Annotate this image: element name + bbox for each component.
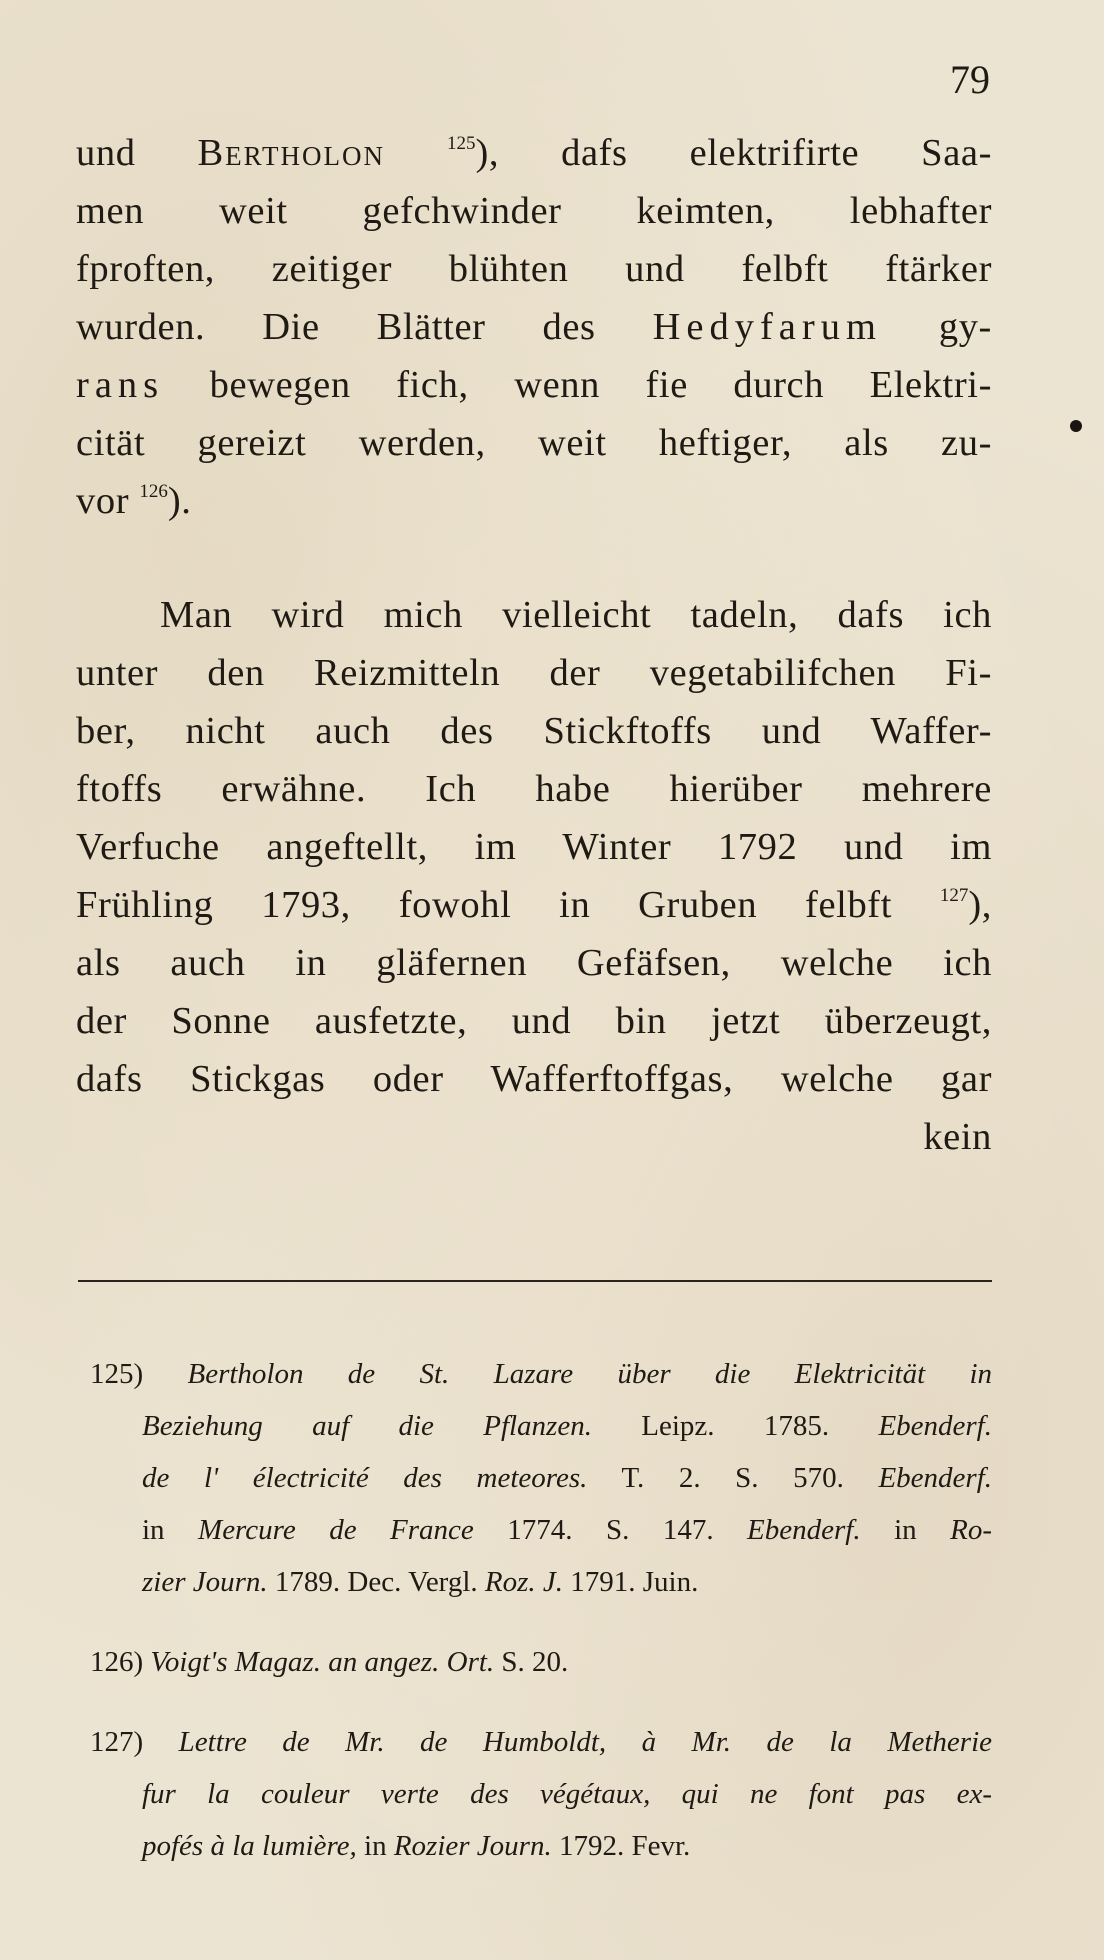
text-run: bewegen fich, wenn fie durch Elektri- (164, 364, 992, 406)
text-line: Man wird mich vielleicht tadeln, dafs ich (160, 594, 992, 636)
text-run: in (142, 1514, 199, 1546)
catchword: kein (923, 1116, 992, 1158)
text-run: Rozier Journ. (393, 1830, 552, 1862)
text-run: Roz. J. (484, 1566, 563, 1598)
text-line: cität gereizt werden, weit heftiger, als zu- (76, 422, 992, 464)
footnote-line (90, 1556, 992, 1608)
text-run: T. 2. S. 570. (587, 1462, 879, 1494)
text-run: Ro- (950, 1514, 992, 1546)
footnotes (90, 1348, 992, 1900)
footnote-rule (78, 1280, 992, 1282)
text-run: fur la couleur verte des végétaux, qui ne font pas ex- (142, 1778, 992, 1810)
text-run: Ebenderf. (747, 1514, 861, 1546)
footnote-125 (90, 1348, 992, 1608)
footnote-126 (90, 1636, 992, 1688)
text-run: Frühling 1793, fowohl in Gruben felbft (76, 884, 940, 926)
text-run: Voigt's Magaz. an angez. Ort. (150, 1646, 495, 1678)
footnote-127 (90, 1716, 992, 1872)
text-line: fproften, zeitiger blühten und felbft ftärker (76, 248, 992, 290)
text-line (76, 356, 992, 414)
text-run: gy- (881, 306, 992, 348)
text-line (76, 298, 992, 356)
text-run: ). (167, 480, 192, 522)
text-run: 1792. Fevr. (551, 1830, 691, 1862)
text-run: Leipz. 1785. (591, 1410, 879, 1442)
footnote-ref: 125 (447, 133, 476, 154)
footnote-line (90, 1400, 992, 1452)
text-run: Ebenderf. (878, 1410, 992, 1442)
text-run: ), (968, 884, 992, 926)
footnote-line (90, 1820, 992, 1872)
text-line: unter den Reizmitteln der vegetabilifchen Fi- (76, 652, 992, 694)
text-line: der Sonne ausfetzte, und bin jetzt überzeugt, (76, 1000, 992, 1042)
text-run: pofés à la lumière, (142, 1830, 357, 1862)
footnote-line (90, 1768, 992, 1820)
footnote-ref: 127 (939, 885, 969, 906)
text-run: Ebenderf. (878, 1462, 993, 1494)
ink-spot (1070, 420, 1082, 432)
text-run: 1791. Juin. (563, 1566, 699, 1598)
footnote-line (90, 1452, 992, 1504)
footnote-number: 127) (90, 1726, 144, 1758)
spaced-term: rans (76, 364, 165, 406)
text-run: und (76, 132, 198, 174)
text-run: Bertholon de St. Lazare über die Elektricität in (187, 1358, 993, 1390)
text-line: als auch in gläfernen Gefäfsen, welche ich (76, 942, 992, 984)
footnote-number: 125) (90, 1358, 144, 1390)
text-line (76, 124, 992, 182)
footnote-line (90, 1348, 992, 1400)
text-run: ), dafs elektrifirte Saa- (475, 132, 992, 174)
text-line: Verfuche angeftellt, im Winter 1792 und im (76, 826, 992, 868)
footnote-line (90, 1716, 992, 1768)
footnote-line (90, 1636, 992, 1688)
text-run: in (860, 1514, 951, 1546)
text-line (76, 876, 992, 934)
text-run: vor (76, 480, 140, 522)
text-line: ftoffs erwähne. Ich habe hierüber mehrere (76, 768, 992, 810)
text-run: 1774. S. 147. (473, 1514, 748, 1546)
text-run: zier Journ. (142, 1566, 268, 1598)
author-name: Bertholon (197, 132, 386, 174)
text-run: de l' électricité des meteores. (142, 1462, 588, 1494)
footnote-line (90, 1504, 992, 1556)
text-line: dafs Stickgas oder Wafferftoffgas, welche gar (76, 1058, 992, 1100)
text-run: in (356, 1830, 394, 1862)
text-run: Lettre de Mr. de Humboldt, à Mr. de la Metherie (178, 1726, 993, 1758)
text-line (76, 472, 992, 530)
footnote-ref: 126 (139, 481, 168, 502)
text-run: wurden. Die Blätter des (76, 306, 653, 348)
spaced-term: Hedyfarum (652, 306, 882, 348)
text-line: men weit gefchwinder keimten, lebhafter (76, 190, 992, 232)
text-run: Beziehung auf die Pflanzen. (142, 1410, 592, 1442)
text-run: 1789. Dec. Vergl. (267, 1566, 485, 1598)
page-number: 79 (950, 57, 990, 102)
text-run: Mercure de France (198, 1514, 474, 1546)
paragraph-gap (76, 530, 992, 586)
main-text (76, 124, 992, 1166)
text-line: ber, nicht auch des Stickftoffs und Waffer- (76, 710, 992, 752)
footnote-number: 126) (90, 1646, 144, 1678)
text-run: S. 20. (494, 1646, 569, 1678)
